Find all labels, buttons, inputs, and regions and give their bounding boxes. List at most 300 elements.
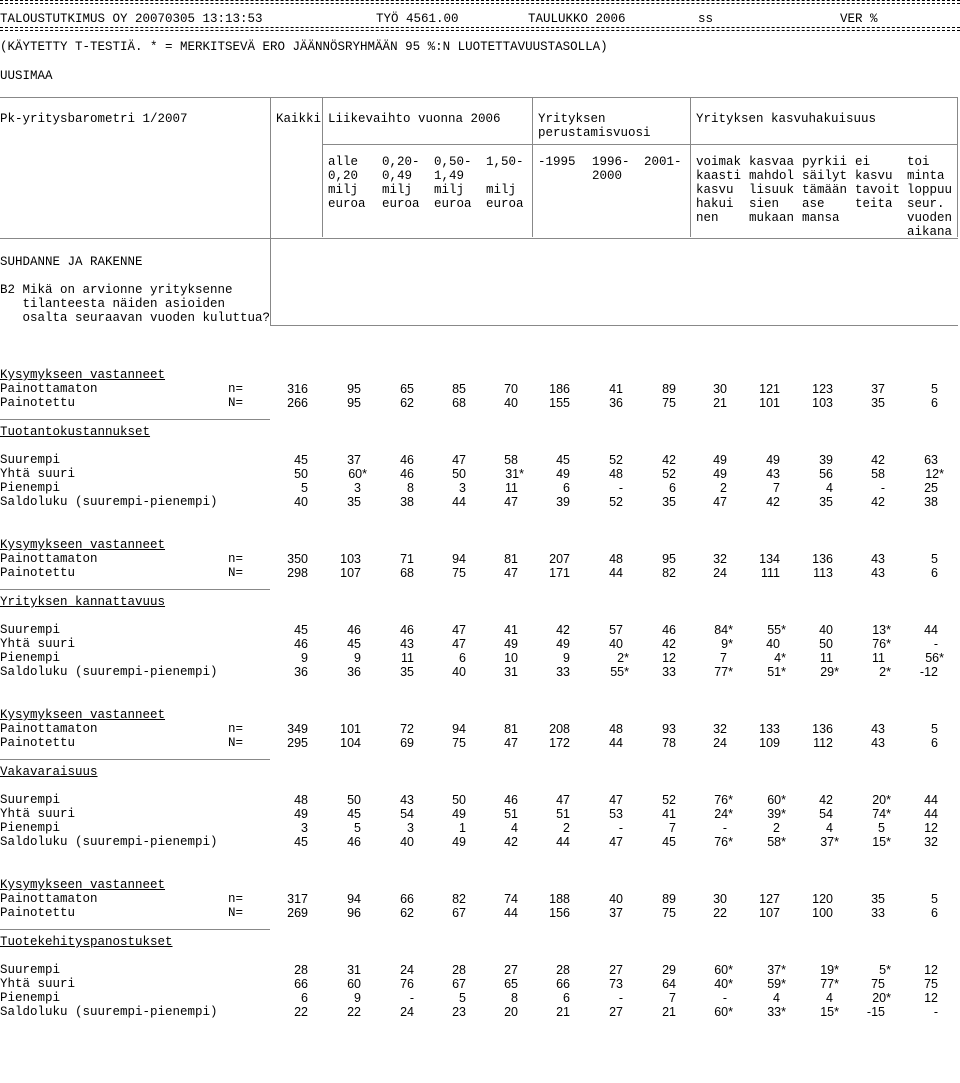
table-cell: 2* (879, 665, 891, 679)
stub-divider (270, 97, 271, 325)
region-title: UUSIMAA (0, 69, 53, 83)
table-cell: 71 (400, 552, 414, 566)
table-cell: 24 (400, 963, 414, 977)
column-header-line: kaasti (696, 169, 742, 183)
table-cell: 45 (294, 453, 308, 467)
table-cell: 89 (662, 892, 676, 906)
column-header-line: 1,49 (434, 169, 465, 183)
table-cell: 121 (759, 382, 780, 396)
table-cell: 60* (348, 467, 367, 481)
table-cell: 4 (826, 821, 833, 835)
column-header-line: euroa (382, 197, 420, 211)
table-cell: 42 (819, 793, 833, 807)
table-cell: 5 (878, 821, 885, 835)
table-cell: 47 (504, 495, 518, 509)
row-label: Suurempi (0, 963, 61, 977)
table-cell: 52 (662, 467, 676, 481)
revenue-divider (532, 97, 533, 237)
table-cell: 171 (549, 566, 570, 580)
table-cell: 40 (819, 623, 833, 637)
table-cell: 40 (452, 665, 466, 679)
table-cell: 11 (401, 651, 414, 665)
row-label: Yhtä suuri (0, 467, 76, 481)
row-label: Yhtä suuri (0, 637, 76, 651)
table-cell: 30 (713, 892, 727, 906)
base-tag: N= (228, 906, 244, 920)
table-cell: 93 (662, 722, 676, 736)
table-cell: 11 (505, 481, 518, 495)
table-cell: 6 (931, 566, 938, 580)
table-cell: -12 (919, 665, 938, 679)
table-cell: 49 (713, 453, 727, 467)
table-cell: 7 (669, 821, 676, 835)
table-cell: 2 (720, 481, 727, 495)
block-separator (0, 759, 270, 760)
table-cell: 44 (924, 807, 938, 821)
table-cell: 96 (347, 906, 361, 920)
table-cell: 2* (617, 651, 629, 665)
table-cell: 24 (713, 566, 727, 580)
table-cell: 58 (504, 453, 518, 467)
table-cell: 47 (452, 637, 466, 651)
table-cell: 101 (340, 722, 361, 736)
table-cell: 47 (713, 495, 727, 509)
table-cell: 42 (662, 453, 676, 467)
table-cell: 50 (294, 467, 308, 481)
row-label: Painottamaton (0, 382, 98, 396)
table-cell: 47 (452, 453, 466, 467)
table-cell: 76 (400, 977, 414, 991)
column-header-line: loppuu (907, 183, 953, 197)
table-cell: 45 (294, 623, 308, 637)
column-header-line: 0,50- (434, 155, 472, 169)
table-cell: 24 (713, 736, 727, 750)
table-cell: 317 (287, 892, 308, 906)
table-cell: 9 (301, 651, 308, 665)
table-cell: 37* (767, 963, 786, 977)
table-cell: - (409, 991, 414, 1005)
table-cell: -15 (866, 1005, 885, 1019)
table-cell: 11 (872, 651, 885, 665)
table-cell: 36 (347, 665, 361, 679)
base-tag: n= (228, 552, 244, 566)
table-cell: 62 (400, 396, 414, 410)
table-cell: 40 (294, 495, 308, 509)
column-header-line: hakui (696, 197, 734, 211)
column-header-line: sien (749, 197, 780, 211)
table-cell: 22 (347, 1005, 361, 1019)
column-header-line: mukaan (749, 211, 795, 225)
table-cell: 47 (556, 793, 570, 807)
table-cell: 5 (354, 821, 361, 835)
column-header-line: 2000 (592, 169, 623, 183)
base-title: Kysymykseen vastanneet (0, 708, 166, 722)
table-cell: 95 (347, 382, 361, 396)
table-cell: 46 (400, 623, 414, 637)
table-cell: 6 (459, 651, 466, 665)
table-cell: 57 (609, 623, 623, 637)
table-cell: 20* (872, 793, 891, 807)
table-cell: 36 (294, 665, 308, 679)
table-cell: 6 (931, 396, 938, 410)
table-cell: 66 (556, 977, 570, 991)
column-header-line: voimak (696, 155, 742, 169)
table-cell: 42 (662, 637, 676, 651)
table-cell: 52 (609, 453, 623, 467)
table-cell: 43 (766, 467, 780, 481)
question-line-3: osalta seuraavan vuoden kuluttua? (0, 311, 271, 325)
base-title: Kysymykseen vastanneet (0, 538, 166, 552)
table-cell: 59* (767, 977, 786, 991)
table-cell: 45 (347, 637, 361, 651)
table-cell: 6 (931, 906, 938, 920)
table-cell: 9 (354, 651, 361, 665)
table-cell: 15* (820, 1005, 839, 1019)
column-header-line: 1996- (592, 155, 630, 169)
table-cell: 39 (556, 495, 570, 509)
table-cell: 49 (294, 807, 308, 821)
table-cell: 43 (400, 637, 414, 651)
subheader-rule (322, 144, 958, 145)
table-cell: 49 (504, 637, 518, 651)
column-header-line: vuoden (907, 211, 953, 225)
table-cell: 12 (924, 821, 938, 835)
table-cell: 20 (504, 1005, 518, 1019)
base-tag: N= (228, 396, 244, 410)
table-cell: 46 (347, 623, 361, 637)
table-cell: 62 (400, 906, 414, 920)
table-cell: 35 (871, 396, 885, 410)
table-cell: 127 (759, 892, 780, 906)
table-cell: 32 (713, 722, 727, 736)
founding-header-line1: Yrityksen (538, 112, 606, 126)
table-cell: 3 (354, 481, 361, 495)
column-header-line: milj (486, 183, 517, 197)
table-cell: 58 (871, 467, 885, 481)
table-cell: 51* (767, 665, 786, 679)
table-cell: 27 (609, 1005, 623, 1019)
question-line-2: tilanteesta näiden asioiden (0, 297, 226, 311)
table-cell: 7 (720, 651, 727, 665)
table-cell: 133 (759, 722, 780, 736)
table-cell: 85 (452, 382, 466, 396)
table-cell: 3 (459, 481, 466, 495)
table-cell: 113 (813, 566, 833, 580)
row-label: Suurempi (0, 453, 61, 467)
test-note: (KÄYTETTY T-TESTIÄ. * = MERKITSEVÄ ERO JÄÄNNÖSRYHMÄÄN 95 %:N LUOTETTAVUUSTASOLLA) (0, 40, 608, 54)
block-separator (0, 419, 270, 420)
column-header-line: 1,50- (486, 155, 524, 169)
table-cell: 111 (760, 566, 780, 580)
table-cell: 43 (871, 722, 885, 736)
table-cell: 75 (871, 977, 885, 991)
table-cell: 82 (452, 892, 466, 906)
table-cell: 48 (609, 552, 623, 566)
table-cell: 89 (662, 382, 676, 396)
table-cell: 24* (714, 807, 733, 821)
table-cell: 188 (549, 892, 570, 906)
table-cell: 41 (662, 807, 676, 821)
table-cell: 76* (714, 835, 733, 849)
table-cell: 186 (549, 382, 570, 396)
table-cell: 13* (872, 623, 891, 637)
table-cell: 44 (504, 906, 518, 920)
table-cell: 27 (609, 963, 623, 977)
kaikki-divider (322, 97, 323, 237)
row-label: Saldoluku (suurempi-pienempi) (0, 665, 218, 679)
row-label: Pienempi (0, 991, 61, 1005)
table-cell: 47 (609, 793, 623, 807)
table-cell: - (933, 637, 938, 651)
table-cell: 63 (924, 453, 938, 467)
table-cell: 5 (931, 382, 938, 396)
table-cell: 41 (609, 382, 623, 396)
table-cell: 76* (714, 793, 733, 807)
table-cell: 40 (609, 892, 623, 906)
column-header-line: -1995 (538, 155, 576, 169)
column-header-line: toi (907, 155, 930, 169)
table-cell: 27 (504, 963, 518, 977)
table-cell: 45 (556, 453, 570, 467)
table-cell: 136 (812, 552, 833, 566)
table-cell: 172 (549, 736, 570, 750)
version-label: VER % (840, 12, 878, 26)
table-cell: 46 (294, 637, 308, 651)
table-cell: 56* (925, 651, 944, 665)
table-cell: 37 (609, 906, 623, 920)
table-cell: 47 (452, 623, 466, 637)
table-cell: 208 (549, 722, 570, 736)
table-cell: 43 (871, 566, 885, 580)
kaikki-header: Kaikki (276, 112, 322, 126)
table-cell: 42 (871, 495, 885, 509)
table-cell: 31 (504, 665, 518, 679)
table-cell: 94 (347, 892, 361, 906)
table-cell: 49 (713, 467, 727, 481)
job-number: TYÖ 4561.00 (376, 12, 459, 26)
table-cell: 5 (931, 722, 938, 736)
table-cell: 3 (301, 821, 308, 835)
table-cell: 10 (504, 651, 518, 665)
column-header-line: kasvaa (749, 155, 795, 169)
table-cell: 6 (931, 736, 938, 750)
table-cell: 55* (610, 665, 629, 679)
table-cell: 50 (452, 793, 466, 807)
table-cell: 266 (287, 396, 308, 410)
table-cell: 32 (713, 552, 727, 566)
table-cell: 316 (287, 382, 308, 396)
table-cell: 68 (400, 566, 414, 580)
table-cell: 56 (819, 467, 833, 481)
table-cell: 69 (400, 736, 414, 750)
table-cell: 42 (556, 623, 570, 637)
table-cell: 25 (924, 481, 938, 495)
table-cell: 60* (714, 1005, 733, 1019)
column-header-line: mahdol (749, 169, 795, 183)
row-label: Yhtä suuri (0, 807, 76, 821)
table-cell: 44 (924, 793, 938, 807)
section-title: Vakavaraisuus (0, 765, 98, 779)
table-cell: 78 (662, 736, 676, 750)
table-cell: - (722, 821, 727, 835)
table-cell: 29* (820, 665, 839, 679)
table-cell: 8 (511, 991, 518, 1005)
question-bottom-rule (270, 325, 958, 326)
table-cell: 21 (662, 1005, 676, 1019)
row-label: Painottamaton (0, 552, 98, 566)
table-cell: 46 (662, 623, 676, 637)
table-cell: 73 (609, 977, 623, 991)
table-cell: 48 (609, 467, 623, 481)
table-cell: 45 (662, 835, 676, 849)
table-cell: 9* (721, 637, 733, 651)
table-cell: 112 (813, 736, 833, 750)
table-cell: 48 (609, 722, 623, 736)
table-cell: 22 (713, 906, 727, 920)
column-header-line: teita (855, 197, 893, 211)
column-header-line: tavoit (855, 183, 901, 197)
column-header-line: 0,20- (382, 155, 420, 169)
table-cell: 7 (669, 991, 676, 1005)
table-cell: 28 (452, 963, 466, 977)
table-cell: 76* (872, 637, 891, 651)
column-header-line: ase (802, 197, 825, 211)
table-cell: 6 (563, 991, 570, 1005)
table-cell: 21 (713, 396, 727, 410)
column-header-line: säilyt (802, 169, 848, 183)
table-cell: 349 (287, 722, 308, 736)
table-top-border (0, 97, 958, 98)
table-cell: 5 (459, 991, 466, 1005)
table-cell: 28 (556, 963, 570, 977)
table-cell: 74 (504, 892, 518, 906)
table-cell: 156 (549, 906, 570, 920)
column-header-line: kasvu (696, 183, 734, 197)
table-cell: 42 (871, 453, 885, 467)
table-cell: 46 (400, 467, 414, 481)
table-cell: 40 (609, 637, 623, 651)
table-cell: 39 (819, 453, 833, 467)
table-cell: 77* (820, 977, 839, 991)
row-label: Painotettu (0, 396, 76, 410)
table-cell: 42 (766, 495, 780, 509)
row-label: Saldoluku (suurempi-pienempi) (0, 1005, 218, 1019)
table-cell: 77* (714, 665, 733, 679)
row-label: Saldoluku (suurempi-pienempi) (0, 495, 218, 509)
base-tag: N= (228, 736, 244, 750)
table-cell: 44 (609, 736, 623, 750)
row-label: Pienempi (0, 821, 61, 835)
table-cell: 11 (820, 651, 833, 665)
column-header-line: euroa (434, 197, 472, 211)
row-label: Suurempi (0, 793, 61, 807)
table-cell: 58* (767, 835, 786, 849)
table-cell: 49 (452, 835, 466, 849)
table-cell: - (618, 821, 623, 835)
table-cell: 207 (549, 552, 570, 566)
survey-title: Pk-yritysbarometri 1/2007 (0, 112, 188, 126)
section-title: Tuotantokustannukset (0, 425, 151, 439)
table-cell: 9 (563, 651, 570, 665)
table-cell: 20* (872, 991, 891, 1005)
table-cell: 46 (504, 793, 518, 807)
base-tag: n= (228, 722, 244, 736)
column-header-line: 0,49 (382, 169, 413, 183)
table-cell: 19* (820, 963, 839, 977)
table-cell: 269 (287, 906, 308, 920)
table-cell: 46 (400, 453, 414, 467)
table-cell: 70 (504, 382, 518, 396)
table-cell: 43 (400, 793, 414, 807)
section-title: Yrityksen kannattavuus (0, 595, 166, 609)
revenue-header: Liikevaihto vuonna 2006 (328, 112, 501, 126)
column-header-line: aikana (907, 225, 953, 239)
row-label: Painottamaton (0, 892, 98, 906)
table-cell: 4 (773, 991, 780, 1005)
column-header-line: euroa (486, 197, 524, 211)
table-cell: 47 (504, 736, 518, 750)
table-cell: 36 (609, 396, 623, 410)
table-cell: 3 (407, 821, 414, 835)
column-header-line: seur. (907, 197, 945, 211)
table-cell: 75 (452, 566, 466, 580)
table-cell: 75 (924, 977, 938, 991)
table-cell: 1 (459, 821, 466, 835)
table-cell: 52 (609, 495, 623, 509)
table-cell: 109 (759, 736, 780, 750)
top-double-rule (0, 0, 960, 6)
table-cell: 75 (452, 736, 466, 750)
column-header-line: nen (696, 211, 719, 225)
table-cell: 136 (812, 722, 833, 736)
table-cell: 134 (759, 552, 780, 566)
table-cell: 29 (662, 963, 676, 977)
table-cell: 44 (452, 495, 466, 509)
table-cell: 2 (563, 821, 570, 835)
table-cell: 12 (924, 991, 938, 1005)
table-cell: 31* (505, 467, 524, 481)
base-tag: n= (228, 892, 244, 906)
table-cell: 48 (294, 793, 308, 807)
table-cell: 5* (879, 963, 891, 977)
row-label: Painotettu (0, 566, 76, 580)
table-cell: 101 (759, 396, 780, 410)
table-cell: 6 (301, 991, 308, 1005)
row-label: Painotettu (0, 906, 76, 920)
column-header-line: mansa (802, 211, 840, 225)
table-cell: 9 (354, 991, 361, 1005)
table-cell: 81 (504, 552, 518, 566)
table-cell: 40* (714, 977, 733, 991)
table-cell: 23 (452, 1005, 466, 1019)
table-cell: 55* (767, 623, 786, 637)
table-cell: 45 (347, 807, 361, 821)
table-cell: 4 (826, 481, 833, 495)
row-label: Suurempi (0, 623, 61, 637)
table-cell: 74* (872, 807, 891, 821)
table-cell: 67 (452, 906, 466, 920)
column-header-line: euroa (328, 197, 366, 211)
table-cell: 72 (400, 722, 414, 736)
column-header-line: pyrkii (802, 155, 848, 169)
table-cell: 67 (452, 977, 466, 991)
table-cell: 35 (662, 495, 676, 509)
base-title: Kysymykseen vastanneet (0, 368, 166, 382)
growth-header: Yrityksen kasvuhakuisuus (696, 112, 877, 126)
table-cell: 50 (452, 467, 466, 481)
table-cell: 94 (452, 552, 466, 566)
table-cell: 295 (287, 736, 308, 750)
